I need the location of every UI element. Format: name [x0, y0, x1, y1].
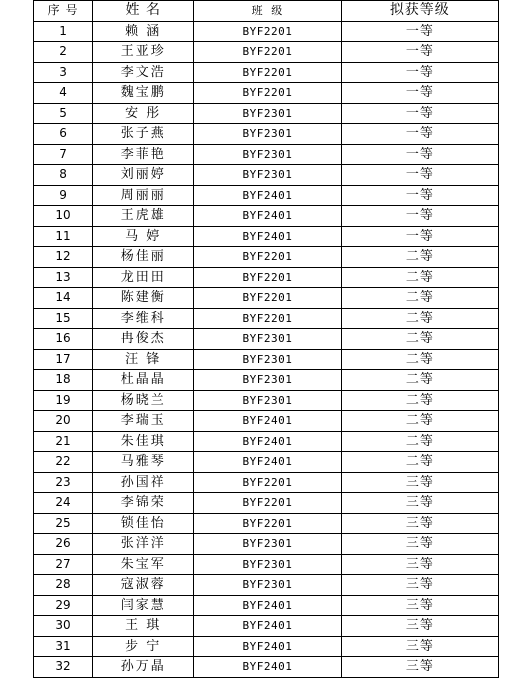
- cell-award: 三等: [341, 513, 498, 534]
- cell-name: 孙国祥: [93, 472, 194, 493]
- cell-award: 三等: [341, 595, 498, 616]
- cell-seq: 17: [34, 349, 93, 370]
- cell-class: BYF2401: [194, 431, 341, 452]
- table-row: [34, 575, 499, 596]
- cell-class: BYF2401: [194, 616, 341, 637]
- cell-name: 朱佳琪: [93, 431, 194, 452]
- cell-class: BYF2201: [194, 21, 341, 42]
- cell-class: BYF2301: [194, 554, 341, 575]
- cell-name: 张子燕: [93, 124, 194, 145]
- table-row: [34, 513, 499, 534]
- cell-seq: 7: [34, 144, 93, 165]
- cell-seq: 19: [34, 390, 93, 411]
- cell-name: 步 宁: [93, 636, 194, 657]
- cell-name: 汪 锋: [93, 349, 194, 370]
- table-row: [34, 493, 499, 514]
- cell-seq: 16: [34, 329, 93, 350]
- cell-name: 朱宝军: [93, 554, 194, 575]
- cell-name: 冉俊杰: [93, 329, 194, 350]
- cell-class: BYF2201: [194, 308, 341, 329]
- table-row: [34, 534, 499, 555]
- cell-class: BYF2401: [194, 452, 341, 473]
- cell-award: 一等: [341, 124, 498, 145]
- cell-seq: 15: [34, 308, 93, 329]
- cell-name: 闫家慧: [93, 595, 194, 616]
- cell-seq: 31: [34, 636, 93, 657]
- cell-seq: 28: [34, 575, 93, 596]
- cell-seq: 24: [34, 493, 93, 514]
- cell-class: BYF2301: [194, 349, 341, 370]
- cell-seq: 3: [34, 62, 93, 83]
- table-row: [34, 21, 499, 42]
- cell-award: 一等: [341, 206, 498, 227]
- cell-seq: 4: [34, 83, 93, 104]
- cell-award: 一等: [341, 226, 498, 247]
- cell-name: 周丽丽: [93, 185, 194, 206]
- award-list-table: [33, 0, 499, 678]
- cell-class: BYF2301: [194, 575, 341, 596]
- cell-name: 王 琪: [93, 616, 194, 637]
- cell-award: 二等: [341, 411, 498, 432]
- cell-seq: 30: [34, 616, 93, 637]
- cell-class: BYF2401: [194, 226, 341, 247]
- table-row: [34, 472, 499, 493]
- cell-seq: 29: [34, 595, 93, 616]
- table-row: [34, 206, 499, 227]
- table-row: [34, 165, 499, 186]
- cell-name: 寇淑蓉: [93, 575, 194, 596]
- cell-award: 一等: [341, 83, 498, 104]
- cell-name: 龙田田: [93, 267, 194, 288]
- cell-seq: 32: [34, 657, 93, 678]
- cell-class: BYF2201: [194, 472, 341, 493]
- table-row: [34, 390, 499, 411]
- cell-name: 锁佳怡: [93, 513, 194, 534]
- cell-name: 李维科: [93, 308, 194, 329]
- cell-class: BYF2201: [194, 42, 341, 63]
- table-row: [34, 124, 499, 145]
- table-row: [34, 226, 499, 247]
- table-row: [34, 267, 499, 288]
- table-body: [34, 21, 499, 677]
- cell-award: 二等: [341, 288, 498, 309]
- cell-name: 陈建衡: [93, 288, 194, 309]
- cell-award: 三等: [341, 472, 498, 493]
- cell-award: 一等: [341, 42, 498, 63]
- cell-award: 三等: [341, 636, 498, 657]
- header-name: 姓 名: [93, 1, 194, 22]
- table-row: [34, 308, 499, 329]
- cell-name: 李菲艳: [93, 144, 194, 165]
- table-row: [34, 62, 499, 83]
- cell-name: 赖 涵: [93, 21, 194, 42]
- cell-class: BYF2201: [194, 247, 341, 268]
- cell-seq: 8: [34, 165, 93, 186]
- cell-seq: 13: [34, 267, 93, 288]
- cell-award: 二等: [341, 370, 498, 391]
- cell-class: BYF2301: [194, 144, 341, 165]
- cell-award: 三等: [341, 575, 498, 596]
- cell-class: BYF2201: [194, 513, 341, 534]
- table-row: [34, 431, 499, 452]
- cell-class: BYF2201: [194, 493, 341, 514]
- table-row: [34, 554, 499, 575]
- cell-class: BYF2301: [194, 370, 341, 391]
- table-row: [34, 42, 499, 63]
- cell-name: 马雅琴: [93, 452, 194, 473]
- cell-award: 二等: [341, 431, 498, 452]
- table-row: [34, 103, 499, 124]
- cell-class: BYF2401: [194, 636, 341, 657]
- cell-class: BYF2301: [194, 124, 341, 145]
- cell-seq: 9: [34, 185, 93, 206]
- cell-name: 魏宝鹏: [93, 83, 194, 104]
- cell-class: BYF2401: [194, 657, 341, 678]
- cell-award: 三等: [341, 616, 498, 637]
- table-row: [34, 616, 499, 637]
- header-seq: 序 号: [34, 1, 93, 22]
- cell-name: 刘丽婷: [93, 165, 194, 186]
- cell-seq: 2: [34, 42, 93, 63]
- cell-seq: 22: [34, 452, 93, 473]
- cell-class: BYF2301: [194, 534, 341, 555]
- table-row: [34, 452, 499, 473]
- cell-award: 一等: [341, 103, 498, 124]
- cell-seq: 12: [34, 247, 93, 268]
- cell-seq: 6: [34, 124, 93, 145]
- cell-seq: 20: [34, 411, 93, 432]
- header-award: 拟获等级: [341, 1, 498, 22]
- cell-award: 一等: [341, 21, 498, 42]
- cell-award: 三等: [341, 493, 498, 514]
- cell-award: 二等: [341, 349, 498, 370]
- cell-name: 李锦荣: [93, 493, 194, 514]
- cell-class: BYF2401: [194, 206, 341, 227]
- cell-seq: 26: [34, 534, 93, 555]
- cell-class: BYF2201: [194, 83, 341, 104]
- cell-seq: 23: [34, 472, 93, 493]
- table-row: [34, 636, 499, 657]
- cell-award: 二等: [341, 267, 498, 288]
- cell-seq: 1: [34, 21, 93, 42]
- cell-class: BYF2301: [194, 103, 341, 124]
- cell-name: 王虎雄: [93, 206, 194, 227]
- cell-award: 二等: [341, 452, 498, 473]
- cell-class: BYF2201: [194, 267, 341, 288]
- cell-name: 李瑞玉: [93, 411, 194, 432]
- cell-name: 杜晶晶: [93, 370, 194, 391]
- cell-name: 王亚珍: [93, 42, 194, 63]
- header-class: 班 级: [194, 1, 341, 22]
- cell-class: BYF2401: [194, 595, 341, 616]
- table-row: [34, 288, 499, 309]
- cell-award: 三等: [341, 554, 498, 575]
- cell-seq: 14: [34, 288, 93, 309]
- table-row: [34, 185, 499, 206]
- cell-class: BYF2201: [194, 288, 341, 309]
- cell-seq: 18: [34, 370, 93, 391]
- cell-seq: 21: [34, 431, 93, 452]
- cell-class: BYF2301: [194, 390, 341, 411]
- cell-seq: 25: [34, 513, 93, 534]
- cell-award: 二等: [341, 329, 498, 350]
- cell-award: 二等: [341, 308, 498, 329]
- cell-seq: 11: [34, 226, 93, 247]
- table-row: [34, 247, 499, 268]
- table-row: [34, 411, 499, 432]
- cell-seq: 5: [34, 103, 93, 124]
- cell-seq: 27: [34, 554, 93, 575]
- cell-award: 二等: [341, 390, 498, 411]
- cell-class: BYF2301: [194, 329, 341, 350]
- cell-name: 杨晓兰: [93, 390, 194, 411]
- cell-award: 三等: [341, 657, 498, 678]
- cell-name: 杨佳丽: [93, 247, 194, 268]
- cell-award: 一等: [341, 165, 498, 186]
- table-row: [34, 595, 499, 616]
- cell-name: 马 婷: [93, 226, 194, 247]
- cell-name: 李文浩: [93, 62, 194, 83]
- cell-award: 一等: [341, 62, 498, 83]
- table-row: [34, 329, 499, 350]
- cell-name: 孙万晶: [93, 657, 194, 678]
- cell-award: 三等: [341, 534, 498, 555]
- table-row: [34, 144, 499, 165]
- cell-class: BYF2401: [194, 185, 341, 206]
- table-row: [34, 349, 499, 370]
- cell-award: 一等: [341, 144, 498, 165]
- table-row: [34, 657, 499, 678]
- cell-award: 二等: [341, 247, 498, 268]
- cell-class: BYF2401: [194, 411, 341, 432]
- cell-class: BYF2201: [194, 62, 341, 83]
- cell-seq: 10: [34, 206, 93, 227]
- cell-award: 一等: [341, 185, 498, 206]
- cell-name: 安 彤: [93, 103, 194, 124]
- table-row: [34, 83, 499, 104]
- cell-name: 张洋洋: [93, 534, 194, 555]
- table-row: [34, 370, 499, 391]
- cell-class: BYF2301: [194, 165, 341, 186]
- table-header-row: [34, 1, 499, 22]
